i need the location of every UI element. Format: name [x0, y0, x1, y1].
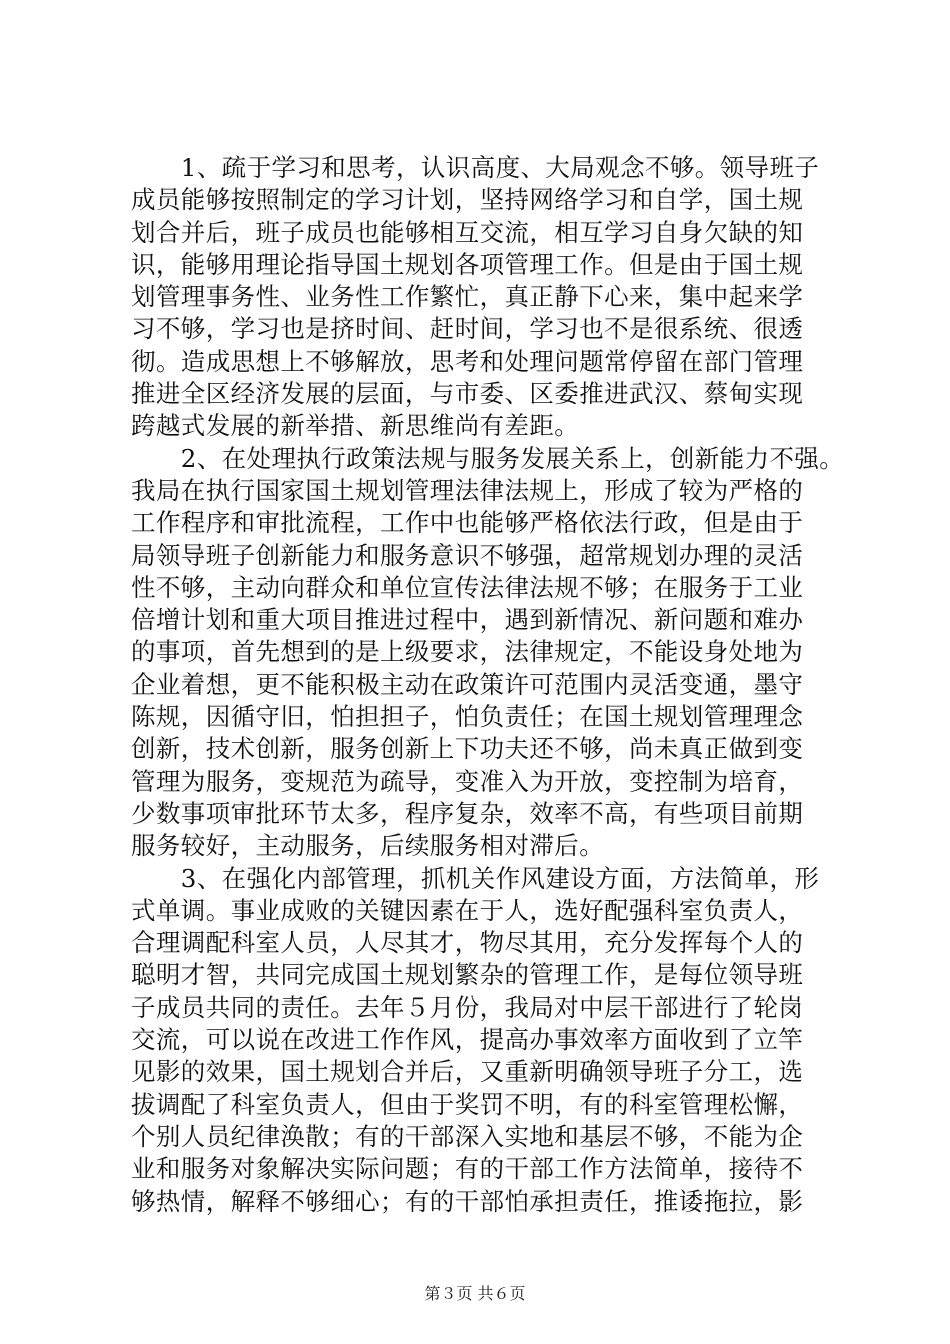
text-line: 服务较好，主动服务，后续服务相对滞后。	[131, 831, 605, 861]
text-line: 拔调配了科室负责人，但由于奖罚不明，有的科室管理松懈，	[131, 1089, 804, 1119]
page-number-footer: 第３页 共６页	[424, 1284, 526, 1303]
text-line: 2、在处理执行政策法规与服务发展关系上，创新能力不强。	[131, 443, 845, 473]
text-line: 交流，可以说在改进工作作风，提高办事效率方面收到了立竿	[131, 1025, 804, 1055]
text-line: 管理为服务，变规范为疏导，变准入为开放，变控制为培育，	[131, 766, 804, 796]
text-line: 聪明才智，共同完成国土规划繁杂的管理工作，是每位领导班	[131, 960, 804, 990]
text-line: 性不够，主动向群众和单位宣传法律法规不够；在服务于工业	[131, 572, 804, 602]
text-line: 的事项，首先想到的是上级要求，法律规定，不能设身处地为	[131, 637, 804, 667]
text-line: 跨越式发展的新举措、新思维尚有差距。	[131, 411, 580, 441]
text-line: 我局在执行国家国土规划管理法律法规上，形成了较为严格的	[131, 475, 804, 505]
text-line: 少数事项审批环节太多，程序复杂，效率不高，有些项目前期	[131, 798, 804, 828]
document-body	[131, 152, 845, 1218]
text-line: 倍增计划和重大项目推进过程中，遇到新情况、新问题和难办	[131, 605, 804, 635]
text-line: 3、在强化内部管理，抓机关作风建设方面，方法简单，形	[131, 863, 820, 893]
text-line: 1、疏于学习和思考，认识高度、大局观念不够。领导班子	[131, 153, 820, 182]
text-line: 彻。造成思想上不够解放，思考和处理问题常停留在部门管理	[131, 346, 804, 376]
text-line: 见影的效果，国土规划合并后，又重新明确领导班子分工，选	[131, 1057, 804, 1087]
text-line: 推进全区经济发展的层面，与市委、区委推进武汉、蔡甸实现	[131, 379, 804, 409]
text-line: 识，能够用理论指导国土规划各项管理工作。但是由于国土规	[131, 249, 804, 279]
text-line: 个别人员纪律涣散；有的干部深入实地和基层不够，不能为企	[131, 1121, 804, 1151]
text-line: 局领导班子创新能力和服务意识不够强，超常规划办理的灵活	[131, 540, 804, 570]
text-line: 企业着想，更不能积极主动在政策许可范围内灵活变通，墨守	[131, 669, 804, 699]
text-line: 业和服务对象解决实际问题；有的干部工作方法简单，接待不	[131, 1154, 804, 1184]
text-line: 子成员共同的责任。去年５月份，我局对中层干部进行了轮岗	[131, 992, 804, 1022]
text-line: 式单调。事业成败的关键因素在于人，选好配强科室负责人，	[131, 895, 804, 925]
text-line: 习不够，学习也是挤时间、赶时间，学习也不是很系统、很透	[131, 314, 804, 344]
text-line: 划合并后，班子成员也能够相互交流，相互学习自身欠缺的知	[131, 217, 804, 247]
text-line: 创新，技术创新，服务创新上下功夫还不够，尚未真正做到变	[131, 734, 804, 764]
text-line: 划管理事务性、业务性工作繁忙，真正静下心来，集中起来学	[131, 282, 804, 312]
text-line: 陈规，因循守旧，怕担担子，怕负责任；在国土规划管理理念	[131, 702, 804, 732]
text-line: 合理调配科室人员，人尽其才，物尽其用，充分发挥每个人的	[131, 928, 804, 958]
text-line: 工作程序和审批流程，工作中也能够严格依法行政，但是由于	[131, 508, 804, 538]
text-line: 够热情，解释不够细心；有的干部怕承担责任，推诿拖拉，影	[131, 1186, 804, 1216]
text-line: 成员能够按照制定的学习计划，坚持网络学习和自学，国土规	[131, 185, 804, 215]
